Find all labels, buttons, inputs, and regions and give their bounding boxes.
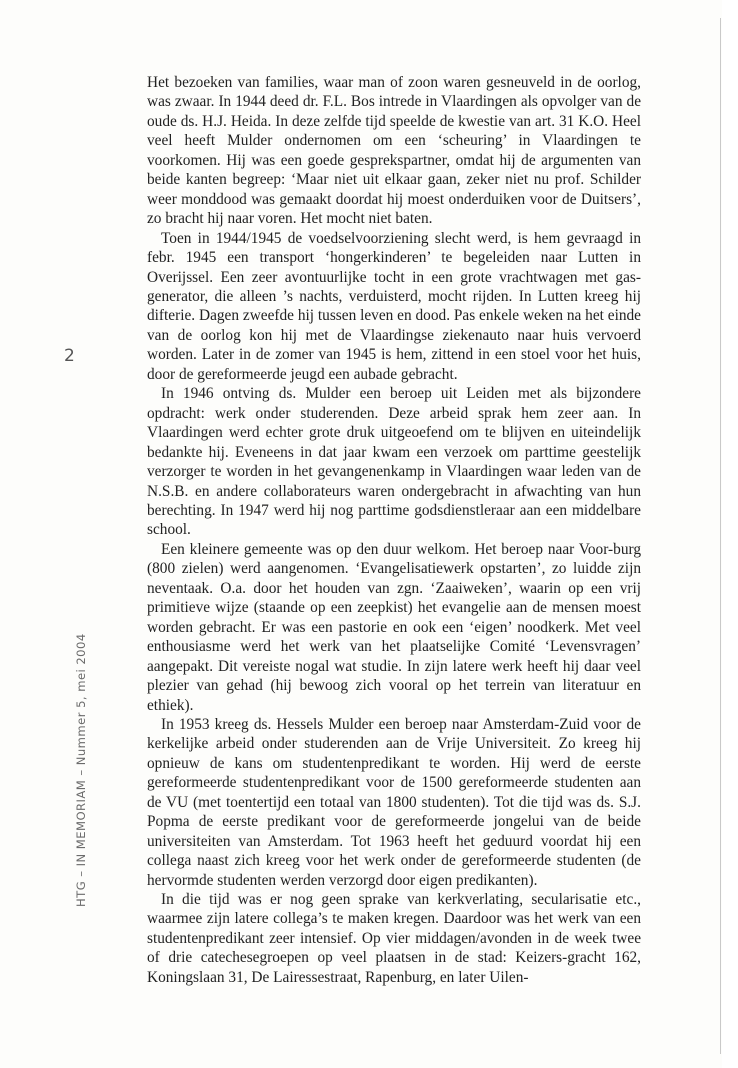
- paragraph-5: In 1953 kreeg ds. Hessels Mulder een beroep naar Amsterdam-Zuid voor de kerkelijke arbeid onder studerenden aan de Vrije Universiteit. Zo kreeg hij opnieuw de kans om studentenpredikant te worden. Hij werd de eerste gereformeerde studentenpredikant voor de 1500 gereformeerde studenten aan de VU (met toentertijd een totaal van 1800 studenten). Tot die tijd was ds. S.J. Popma de eerste predikant voor de gereformeerde jongelui van de beide universiteiten van Amsterdam. Tot 1963 heeft het geduurd voordat hij een collega naast zich kreeg voor het werk onder de gereformeerde studenten (de hervormde studenten werden verzorgd door eigen predikanten).: [147, 715, 641, 889]
- paragraph-4: Een kleinere gemeente was op den duur welkom. Het beroep naar Voor-burg (800 zielen) werd aangenomen. ‘Evangelisatiewerk opstarten’, zo luidde zijn neventaak. O.a. door het houden van zgn. ‘Zaaiweken’, waarin op een vrij primitieve wijze (staande op een zeepkist) het evangelie aan de mensen moest worden gebracht. Er was een pastorie en ook een ‘eigen’ noodkerk. Met veel enthousiasme werd het werk van het plaatselijke Comité ‘Levensvragen’ aangepakt. Dit vereiste nogal wat studie. In zijn latere werk heeft hij daar veel plezier van gehad (hij bewoog zich vooral op het terrein van literatuur en ethiek).: [147, 540, 641, 714]
- paragraph-6: In die tijd was er nog geen sprake van kerkverlating, secularisatie etc., waarmee zijn latere collega’s te maken kregen. Daardoor was het werk van een studentenpredikant zeer intensief. Op vier middagen/avonden in de week twee of drie catechesegroepen op veel plaatsen in de stad: Keizers-gracht 162, Koningslaan 31, De Lairessestraat, Rapenburg, en later Uilen-: [147, 891, 641, 986]
- running-footer: HTG – IN MEMORIAM – Nummer 5, mei 2004: [74, 633, 88, 907]
- page-edge-divider: [720, 18, 721, 1054]
- page-number: 2: [64, 346, 75, 366]
- paragraph-3: In 1946 ontving ds. Mulder een beroep uit Leiden met als bijzondere opdracht: werk onder studerenden. Deze arbeid sprak hem zeer aan. In Vlaardingen werd echter grote druk uitgeoefend om te blijven en uiteindelijk bedankte hij. Eveneens in dat jaar kwam een verzoek om parttime geestelijk verzorger te worden in het gevangenenkamp in Vlaardingen waar leden van de N.S.B. en andere collaborateurs waren ondergebracht in afwachting van hun berechting. In 1947 werd hij nog parttime godsdienstleraar aan een middelbare school.: [147, 385, 641, 539]
- paragraph-1: Het bezoeken van families, waar man of zoon waren gesneuveld in de oorlog, was zwaar. In 1944 deed dr. F.L. Bos intrede in Vlaardingen als opvolger van de oude ds. H.J. Heida. In deze zelfde tijd speelde de kwestie van art. 31 K.O. Heel veel heeft Mulder ondernomen om een ‘scheuring’ in Vlaardingen te voorkomen. Hij was een goede gesprekspartner, omdat hij de argumenten van beide kanten begreep: ‘Maar niet uit elkaar gaan, zeker niet nu prof. Schilder weer monddood was gemaakt doordat hij moest onderduiken voor de Duitsers’, zo bracht hij naar voren. Het mocht niet baten.: [147, 74, 641, 228]
- article-body: [147, 73, 641, 987]
- paragraph-2: Toen in 1944/1945 de voedselvoorziening slecht werd, is hem gevraagd in febr. 1945 een transport ‘hongerkinderen’ te begeleiden naar Lutten in Overijssel. Een zeer avontuurlijke tocht in een grote vrachtwagen met gas-generator, die alleen ’s nachts, verduisterd, mocht rijden. In Lutten kreeg hij difterie. Dagen zweefde hij tussen leven en dood. Pas enkele weken na het einde van de oorlog kon hij met de Vlaardingse ziekenauto naar huis vervoerd worden. Later in de zomer van 1945 is hem, zittend in een stoel voor het huis, door de gereformeerde jeugd een aubade gebracht.: [147, 229, 641, 383]
